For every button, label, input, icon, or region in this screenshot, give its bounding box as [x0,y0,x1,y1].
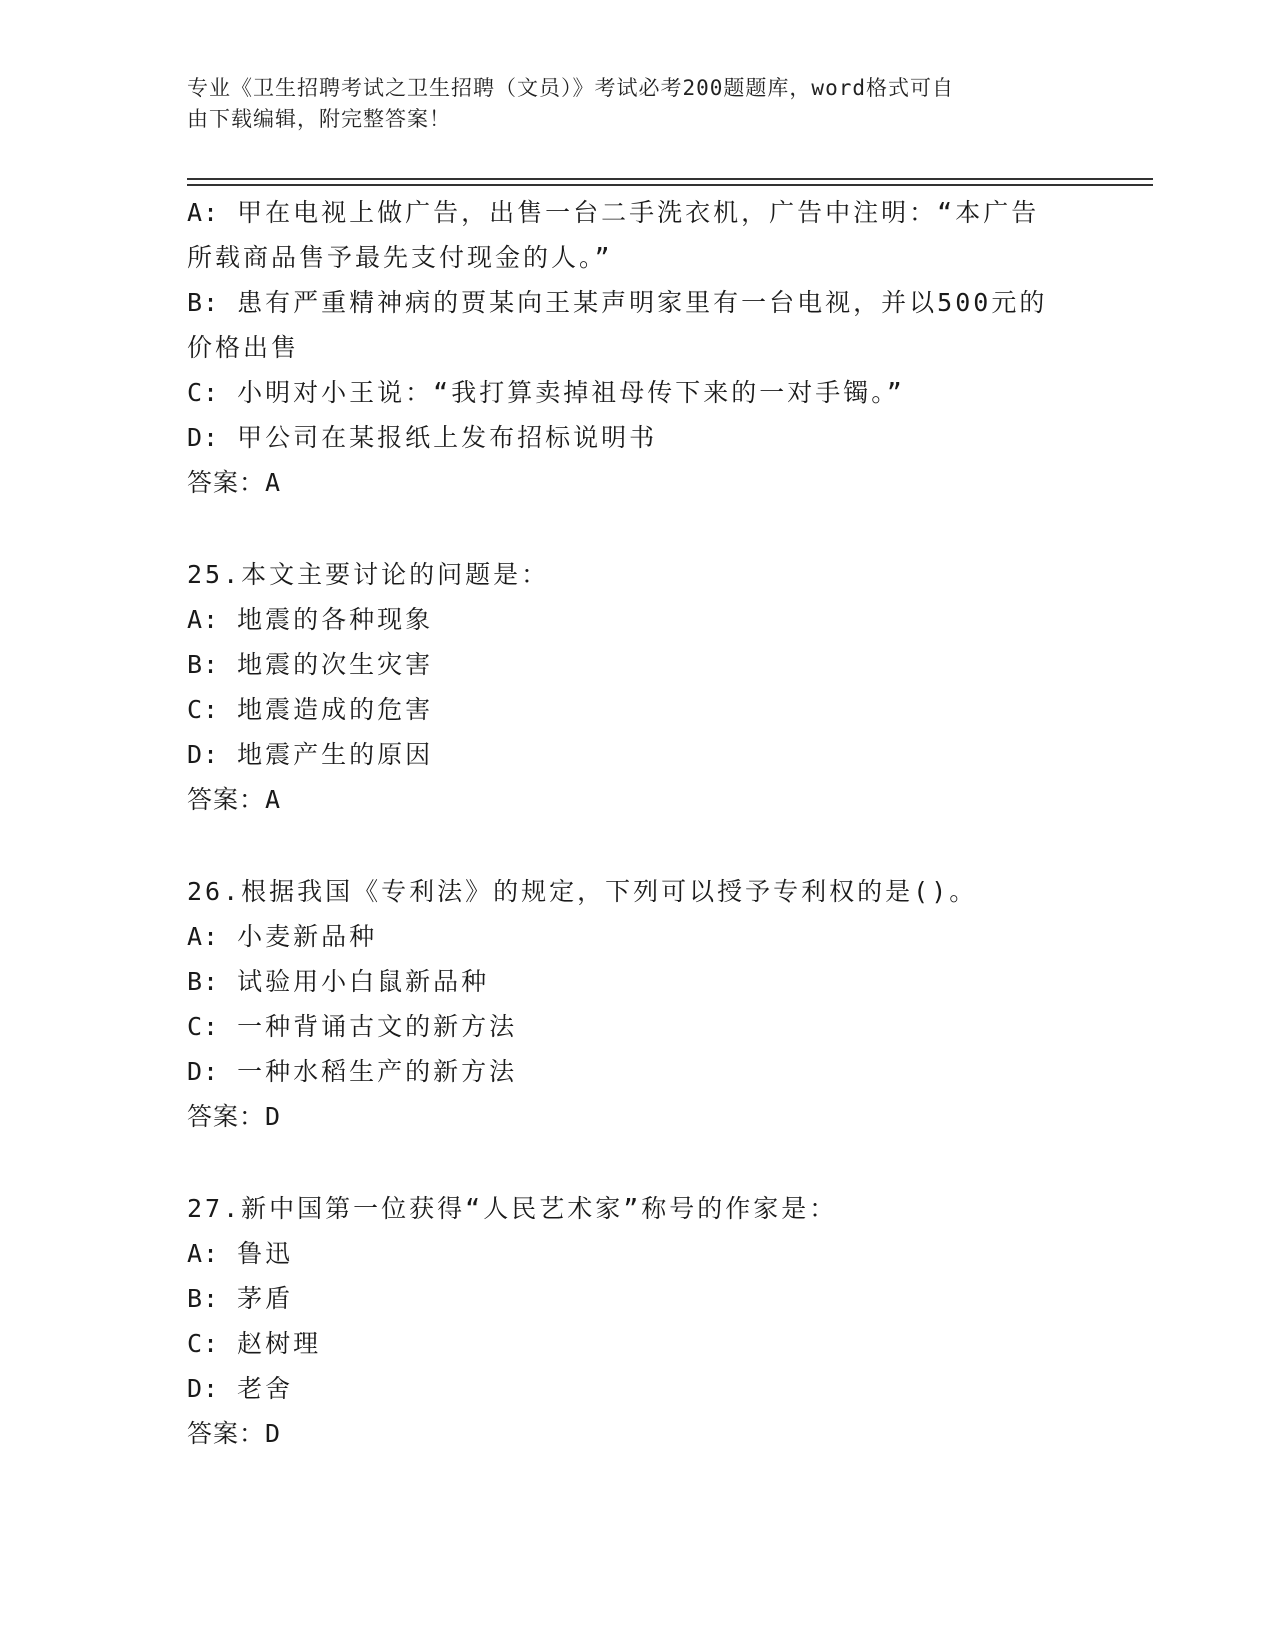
option-label: B: [187,967,220,996]
option-d [187,732,1087,777]
option-c [187,687,1087,732]
option-label: B: [187,1284,220,1313]
option-label: D: [187,1374,220,1403]
option-a [187,1231,1087,1276]
option-label: D: [187,740,220,769]
answer-line: 答案：D [187,1102,282,1131]
option-c [187,370,1087,415]
answer-line: 答案：A [187,785,282,814]
answer-line: 答案：A [187,468,282,497]
option-a-continued: 所载商品售予最先支付现金的人。” [187,243,613,272]
question-block-27 [187,1186,1087,1456]
option-text: 地震的各种现象 [237,605,434,634]
option-d [187,1366,1087,1411]
option-label: B: [187,650,220,679]
question-content [187,190,1087,1456]
option-label: A: [187,198,220,227]
option-b [187,642,1087,687]
option-d [187,1049,1087,1094]
option-text: 小麦新品种 [237,922,378,951]
answer-line: 答案：D [187,1419,282,1448]
option-b [187,280,1087,325]
header-divider-bottom [187,184,1153,186]
question-block-25 [187,552,1087,822]
header-divider-top [187,178,1153,180]
option-label: C: [187,1329,220,1358]
option-label: A: [187,605,220,634]
question-stem: 27.新中国第一位获得“人民艺术家”称号的作家是： [187,1194,838,1223]
option-b [187,959,1087,1004]
document-header [187,73,1067,135]
option-text: 茅盾 [237,1284,294,1313]
question-stem: 26.根据我国《专利法》的规定，下列可以授予专利权的是()。 [187,877,978,906]
option-label: C: [187,1012,220,1041]
option-label: D: [187,1057,220,1086]
option-text: 小明对小王说：“我打算卖掉祖母传下来的一对手镯。” [237,378,905,407]
option-c [187,1004,1087,1049]
option-text: 一种水稻生产的新方法 [237,1057,518,1086]
option-d [187,415,1087,460]
spacer [187,822,1087,869]
question-stem: 25.本文主要讨论的问题是： [187,560,550,589]
spacer [187,505,1087,552]
option-a [187,190,1087,235]
option-b [187,1276,1087,1321]
option-label: B: [187,288,220,317]
question-block-26 [187,869,1087,1139]
header-line-1: 专业《卫生招聘考试之卫生招聘（文员）》考试必考200题题库，word格式可自 [187,76,954,100]
option-label: A: [187,1239,220,1268]
question-block-prev [187,190,1087,505]
option-text: 地震产生的原因 [237,740,434,769]
header-line-2: 由下载编辑，附完整答案！ [187,107,451,131]
option-label: A: [187,922,220,951]
option-c [187,1321,1087,1366]
option-text: 甲在电视上做广告，出售一台二手洗衣机，广告中注明：“本广告 [237,198,1040,227]
option-label: D: [187,423,220,452]
option-label: C: [187,378,220,407]
option-a [187,914,1087,959]
option-text: 患有严重精神病的贾某向王某声明家里有一台电视，并以500元的 [237,288,1048,317]
option-text: 老舍 [237,1374,294,1403]
option-text: 地震造成的危害 [237,695,434,724]
option-text: 甲公司在某报纸上发布招标说明书 [237,423,658,452]
option-text: 赵树理 [237,1329,322,1358]
spacer [187,1139,1087,1186]
option-text: 地震的次生灾害 [237,650,434,679]
option-text: 鲁迅 [237,1239,294,1268]
option-a [187,597,1087,642]
option-text: 试验用小白鼠新品种 [237,967,490,996]
option-b-continued: 价格出售 [187,333,300,362]
option-label: C: [187,695,220,724]
option-text: 一种背诵古文的新方法 [237,1012,518,1041]
